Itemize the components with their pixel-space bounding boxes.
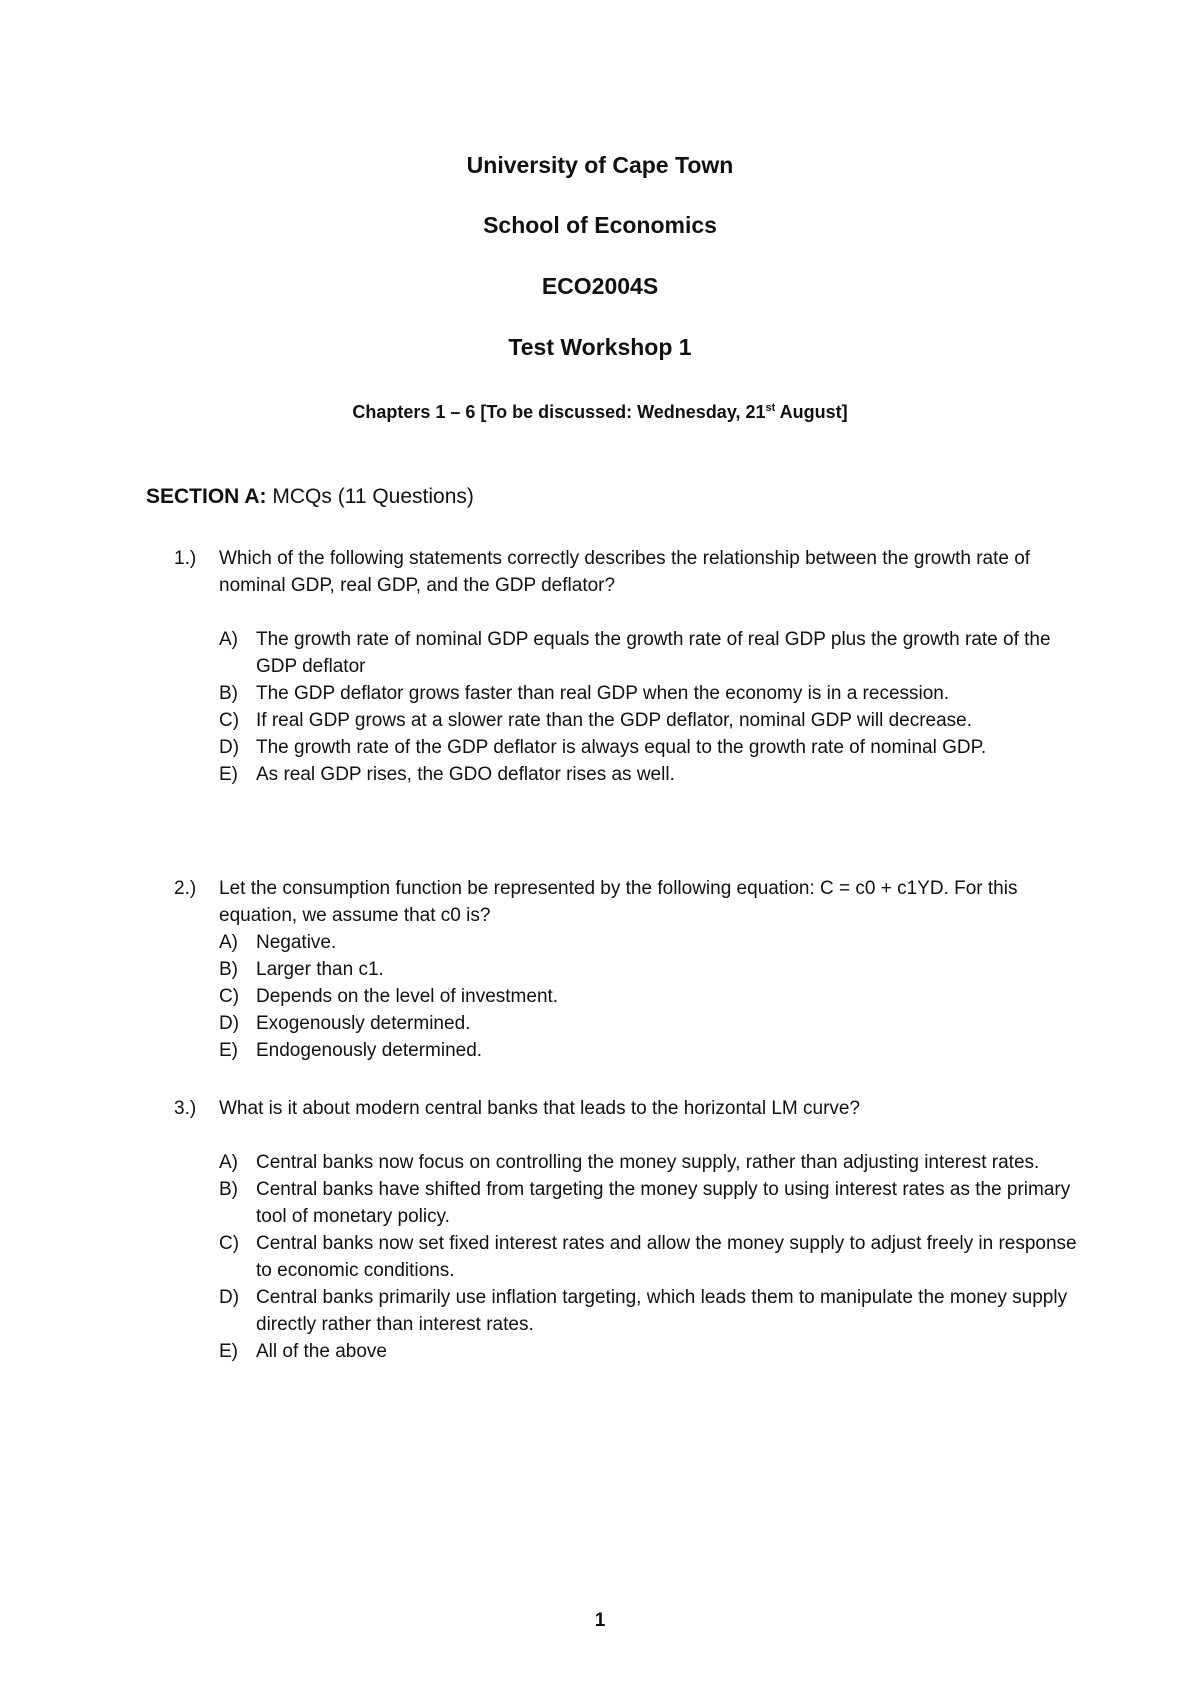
- chapters-line: [0, 400, 1200, 424]
- option-list: [174, 1149, 1094, 1365]
- option-text: Negative.: [256, 932, 337, 953]
- option-c: [174, 983, 1094, 1010]
- option-text: Larger than c1.: [256, 959, 384, 980]
- option-text: The growth rate of nominal GDP equals the growth rate of real GDP plus the growth rate of the GDP deflator: [256, 629, 1051, 677]
- option-letter: B): [219, 1179, 238, 1200]
- option-text: Central banks primarily use inflation targeting, which leads them to manipulate the money supply directly rather than interest rates.: [256, 1287, 1068, 1335]
- question-stem: [174, 545, 1094, 599]
- option-text: As real GDP rises, the GDO deflator rises as well.: [256, 764, 675, 785]
- option-letter: D): [219, 737, 240, 758]
- option-letter: C): [219, 710, 240, 731]
- option-letter: E): [219, 1341, 238, 1362]
- option-letter: A): [219, 629, 238, 650]
- university-name: University of Cape Town: [466, 152, 734, 178]
- option-list: [174, 626, 1094, 788]
- option-a: [174, 929, 1094, 956]
- option-letter: B): [219, 683, 238, 704]
- option-b: [174, 956, 1094, 983]
- question-stem: [174, 875, 1094, 929]
- option-text: All of the above: [256, 1341, 387, 1362]
- option-e: [174, 1037, 1094, 1064]
- date-ordinal-suffix: st: [765, 402, 776, 414]
- course-code: ECO2004S: [541, 273, 659, 299]
- option-text: Central banks have shifted from targeting the money supply to using interest rates as the primary tool of monetary policy.: [256, 1179, 1071, 1227]
- section-heading: [146, 484, 474, 510]
- option-text: The growth rate of the GDP deflator is always equal to the growth rate of nominal GDP.: [256, 737, 987, 758]
- option-letter: C): [219, 1233, 240, 1254]
- document-title: Test Workshop 1: [508, 334, 692, 360]
- option-text: Depends on the level of investment.: [256, 986, 559, 1007]
- option-text: Central banks now focus on controlling the money supply, rather than adjusting interest rates.: [256, 1152, 1040, 1173]
- question-text: Let the consumption function be represented by the following equation: C = c0 + c1YD. For this equation, we assume that c0 is?: [219, 878, 1018, 926]
- option-text: If real GDP grows at a slower rate than the GDP deflator, nominal GDP will decrease.: [256, 710, 973, 731]
- question-text: What is it about modern central banks that leads to the horizontal LM curve?: [219, 1098, 861, 1119]
- question-number: 3.): [174, 1098, 197, 1119]
- option-letter: C): [219, 986, 240, 1007]
- option-b: [174, 680, 1094, 707]
- option-c: [174, 707, 1094, 734]
- option-d: [174, 734, 1094, 761]
- option-letter: D): [219, 1287, 240, 1308]
- question-2: [174, 875, 1094, 1064]
- option-e: [174, 761, 1094, 788]
- option-letter: E): [219, 764, 238, 785]
- page-number: 1: [594, 1610, 606, 1631]
- chapters-text-end: August]: [775, 402, 848, 422]
- option-letter: A): [219, 1152, 238, 1173]
- option-text: The GDP deflator grows faster than real GDP when the economy is in a recession.: [256, 683, 950, 704]
- question-3: [174, 1095, 1094, 1365]
- option-c: [174, 1230, 1094, 1284]
- section-description: MCQs (11 Questions): [266, 485, 474, 508]
- option-a: [174, 626, 1094, 680]
- option-a: [174, 1149, 1094, 1176]
- section-label: SECTION A:: [146, 485, 267, 508]
- option-list: [174, 929, 1094, 1064]
- option-letter: A): [219, 932, 238, 953]
- option-text: Endogenously determined.: [256, 1040, 483, 1061]
- option-d: [174, 1010, 1094, 1037]
- question-1: [174, 545, 1094, 788]
- option-b: [174, 1176, 1094, 1230]
- option-letter: E): [219, 1040, 238, 1061]
- option-text: Central banks now set fixed interest rates and allow the money supply to adjust freely in response to economic conditions.: [256, 1233, 1077, 1281]
- school-name: School of Economics: [483, 212, 717, 238]
- option-text: Exogenously determined.: [256, 1013, 471, 1034]
- question-stem: [174, 1095, 1094, 1122]
- question-number: 2.): [174, 878, 197, 899]
- option-letter: B): [219, 959, 238, 980]
- option-d: [174, 1284, 1094, 1338]
- option-letter: D): [219, 1013, 240, 1034]
- option-e: [174, 1338, 1094, 1365]
- question-text: Which of the following statements correctly describes the relationship between the growth rate of nominal GDP, real GDP, and the GDP deflator?: [219, 548, 1031, 596]
- chapters-text: Chapters 1 – 6 [To be discussed: Wednesday, 21: [352, 402, 766, 422]
- question-number: 1.): [174, 548, 197, 569]
